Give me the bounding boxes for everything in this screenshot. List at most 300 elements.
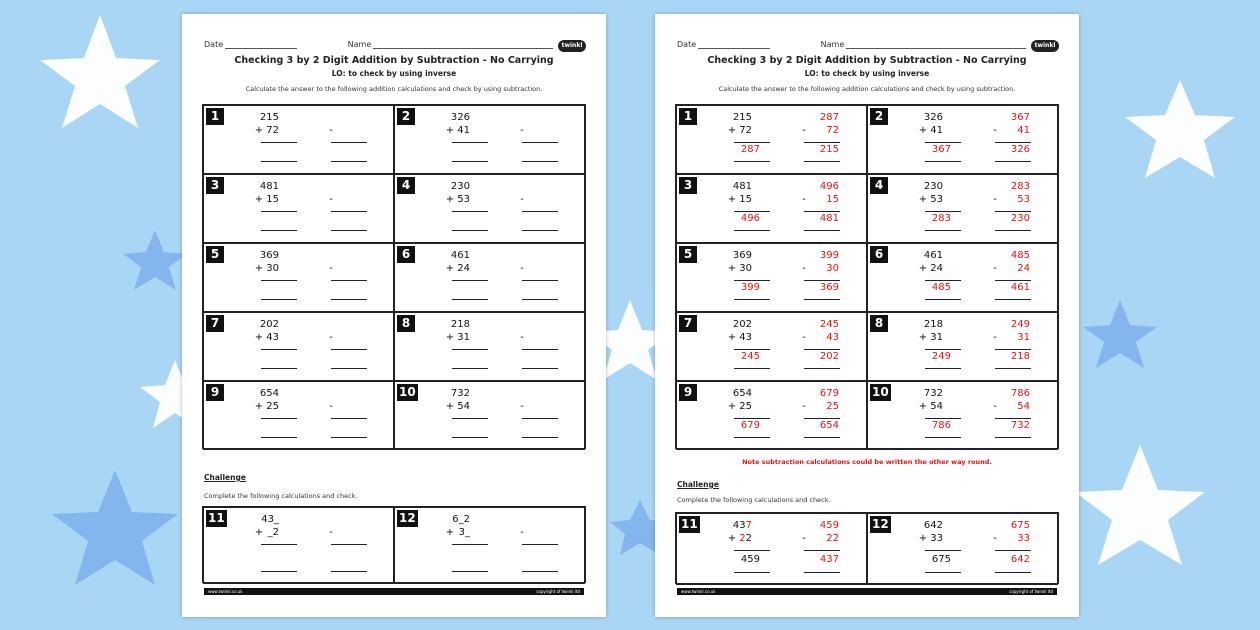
answer-line bbox=[452, 299, 488, 300]
check-subtrahend: 41 bbox=[1017, 125, 1030, 136]
answer-line bbox=[522, 161, 558, 162]
worksheet-title: Checking 3 by 2 Digit Addition by Subtraction - No Carrying bbox=[234, 55, 554, 66]
addend-bottom: 15 bbox=[266, 194, 279, 205]
problem-number: 11 bbox=[681, 517, 698, 531]
minus-sign: - bbox=[520, 332, 524, 343]
answer-line bbox=[804, 280, 840, 281]
plus-sign: + bbox=[727, 332, 737, 343]
answer-line bbox=[995, 161, 1031, 162]
answer-line bbox=[804, 572, 840, 573]
answer-line bbox=[522, 299, 558, 300]
problem-cell bbox=[676, 312, 867, 381]
minus-sign: - bbox=[993, 194, 997, 205]
answer-line bbox=[804, 550, 840, 551]
answer-line bbox=[331, 437, 367, 438]
worksheet-questions bbox=[182, 14, 606, 617]
answer-line bbox=[804, 211, 840, 212]
plus-sign: + bbox=[727, 194, 737, 205]
check-subtrahend: 24 bbox=[1017, 263, 1030, 274]
check-subtrahend: 31 bbox=[1017, 332, 1030, 343]
answer-line bbox=[925, 230, 961, 231]
sum-answer: 287 bbox=[740, 144, 760, 155]
addend-bottom: 72 bbox=[266, 125, 279, 136]
answer-line bbox=[522, 211, 558, 212]
name-label: Name bbox=[820, 40, 845, 49]
answer-line bbox=[734, 349, 770, 350]
answer-line bbox=[925, 211, 961, 212]
answer-line bbox=[995, 437, 1031, 438]
challenge-answer-grid bbox=[675, 512, 1059, 584]
check-minuend: 786 bbox=[1010, 388, 1030, 399]
answer-line bbox=[995, 280, 1031, 281]
answer-line bbox=[261, 349, 297, 350]
answer-line bbox=[995, 230, 1031, 231]
problem-cell bbox=[867, 312, 1058, 381]
difference-answer: 437 bbox=[819, 554, 839, 565]
check-subtrahend: 43 bbox=[826, 332, 839, 343]
problem-number: 9 bbox=[206, 384, 224, 401]
problem-cell bbox=[867, 513, 1058, 585]
addend-top: 732 bbox=[923, 388, 943, 399]
addend-top: 326 bbox=[450, 112, 470, 123]
addend-bottom: 15 bbox=[739, 194, 752, 205]
addend-top: 215 bbox=[732, 112, 752, 123]
answer-line bbox=[522, 349, 558, 350]
problem-cell bbox=[867, 174, 1058, 243]
answer-line bbox=[925, 437, 961, 438]
answer-line bbox=[331, 211, 367, 212]
problem-number: 6 bbox=[870, 246, 888, 263]
given-digits: 2 bbox=[745, 533, 752, 544]
plus-sign: + bbox=[254, 332, 264, 343]
minus-sign: - bbox=[802, 194, 806, 205]
answer-line bbox=[804, 437, 840, 438]
addend-top: 202 bbox=[732, 319, 752, 330]
plus-sign: + bbox=[445, 332, 455, 343]
addend-bottom: 30 bbox=[266, 263, 279, 274]
difference-answer: 215 bbox=[819, 144, 839, 155]
plus-sign: + bbox=[918, 263, 928, 274]
problem-number: 4 bbox=[397, 177, 415, 194]
learning-objective: LO: to check by using inverse bbox=[331, 69, 457, 78]
answer-line bbox=[452, 161, 488, 162]
answer-line bbox=[452, 368, 488, 369]
problem-cell bbox=[676, 243, 867, 312]
problem-number: 4 bbox=[870, 177, 888, 194]
answer-line bbox=[522, 437, 558, 438]
addend-top: 642 bbox=[923, 520, 943, 531]
answer-line bbox=[995, 211, 1031, 212]
addend-bottom: 72 bbox=[739, 125, 752, 136]
check-minuend: 249 bbox=[1010, 319, 1030, 330]
addend-bottom: 43 bbox=[739, 332, 752, 343]
footer-copyright: copyright of twinkl ltd bbox=[536, 589, 580, 594]
answer-line bbox=[522, 571, 558, 572]
addend-top: 326 bbox=[923, 112, 943, 123]
difference-answer: 202 bbox=[819, 351, 839, 362]
answer-line bbox=[804, 230, 840, 231]
answer-line bbox=[452, 230, 488, 231]
plus-sign: + bbox=[727, 263, 737, 274]
minus-sign: - bbox=[993, 533, 997, 544]
sum-answer: 679 bbox=[740, 420, 760, 431]
answer-line bbox=[261, 437, 297, 438]
star-icon bbox=[123, 230, 187, 290]
instructions: Calculate the answer to the following addition calculations and check by using subtraction. bbox=[245, 85, 543, 93]
sum-answer: 283 bbox=[931, 213, 951, 224]
plus-sign: + bbox=[254, 125, 264, 136]
answer-line bbox=[331, 280, 367, 281]
problem-cell bbox=[394, 312, 585, 381]
name-field[interactable] bbox=[846, 48, 1026, 49]
problem-cell bbox=[394, 105, 585, 174]
addend-top: 218 bbox=[923, 319, 943, 330]
check-minuend: 485 bbox=[1010, 250, 1030, 261]
check-subtrahend: 22 bbox=[826, 533, 839, 544]
check-minuend: 675 bbox=[1010, 520, 1030, 531]
challenge-heading: Challenge bbox=[677, 480, 719, 489]
problem-cell bbox=[676, 381, 867, 450]
addend-top: 369 bbox=[259, 250, 279, 261]
check-subtrahend: 54 bbox=[1017, 401, 1030, 412]
check-minuend: 399 bbox=[819, 250, 839, 261]
answer-line bbox=[522, 280, 558, 281]
addend-bottom: 24 bbox=[930, 263, 943, 274]
answer-line bbox=[452, 211, 488, 212]
problem-cell bbox=[203, 243, 394, 312]
plus-sign: + bbox=[445, 263, 455, 274]
learning-objective: LO: to check by using inverse bbox=[804, 69, 930, 78]
problem-cell bbox=[867, 243, 1058, 312]
missing-digit: 7 bbox=[745, 520, 752, 531]
minus-sign: - bbox=[993, 332, 997, 343]
minus-sign: - bbox=[802, 332, 806, 343]
plus-sign: + bbox=[727, 533, 737, 544]
answer-line bbox=[331, 368, 367, 369]
minus-sign: - bbox=[520, 194, 524, 205]
problem-number: 9 bbox=[679, 384, 697, 401]
answer-line bbox=[925, 572, 961, 573]
answer-line bbox=[522, 544, 558, 545]
minus-sign: - bbox=[802, 263, 806, 274]
problem-number: 1 bbox=[206, 108, 224, 125]
worksheet-answers bbox=[655, 14, 1079, 617]
check-subtrahend: 25 bbox=[826, 401, 839, 412]
star-icon bbox=[40, 15, 160, 128]
worksheet-title: Checking 3 by 2 Digit Addition by Subtraction - No Carrying bbox=[707, 55, 1027, 66]
plus-sign: + bbox=[727, 401, 737, 412]
problem-cell bbox=[867, 381, 1058, 450]
answer-line bbox=[331, 544, 367, 545]
check-minuend: 679 bbox=[819, 388, 839, 399]
problem-cell bbox=[394, 243, 585, 312]
answer-line bbox=[995, 349, 1031, 350]
minus-sign: - bbox=[520, 527, 524, 538]
answer-line bbox=[734, 211, 770, 212]
answer-line bbox=[331, 418, 367, 419]
answer-line bbox=[925, 142, 961, 143]
answer-line bbox=[522, 418, 558, 419]
minus-sign: - bbox=[802, 533, 806, 544]
minus-sign: - bbox=[329, 401, 333, 412]
problem-number: 10 bbox=[399, 385, 416, 399]
minus-sign: - bbox=[993, 125, 997, 136]
answer-line bbox=[452, 544, 488, 545]
answer-line bbox=[331, 161, 367, 162]
answer-line bbox=[995, 418, 1031, 419]
answer-line bbox=[734, 230, 770, 231]
answer-line bbox=[261, 299, 297, 300]
challenge-heading: Challenge bbox=[204, 473, 246, 482]
answer-line bbox=[734, 418, 770, 419]
check-subtrahend: 72 bbox=[826, 125, 839, 136]
problem-cell bbox=[203, 312, 394, 381]
problem-number: 5 bbox=[206, 246, 224, 263]
addend-bottom: 31 bbox=[930, 332, 943, 343]
problem-cell bbox=[676, 174, 867, 243]
footer-url: www.twinkl.co.uk bbox=[208, 589, 243, 594]
twinkl-logo: twinkl bbox=[1031, 40, 1059, 52]
answer-line bbox=[995, 299, 1031, 300]
sum-answer: 399 bbox=[740, 282, 760, 293]
sum-answer: 675 bbox=[931, 554, 951, 565]
plus-sign: + bbox=[445, 401, 455, 412]
minus-sign: - bbox=[329, 263, 333, 274]
answer-line bbox=[331, 142, 367, 143]
problem-cell bbox=[394, 174, 585, 243]
sum-answer: 485 bbox=[931, 282, 951, 293]
difference-answer: 230 bbox=[1010, 213, 1030, 224]
problem-grid bbox=[202, 104, 586, 449]
answer-line bbox=[925, 280, 961, 281]
plus-sign: + bbox=[918, 332, 928, 343]
problem-number: 8 bbox=[397, 315, 415, 332]
check-subtrahend: 15 bbox=[826, 194, 839, 205]
minus-sign: - bbox=[802, 125, 806, 136]
problem-number: 12 bbox=[872, 517, 889, 531]
addend-top: 6_2 bbox=[452, 514, 470, 525]
addend-top: 461 bbox=[923, 250, 943, 261]
plus-sign: + bbox=[727, 125, 737, 136]
answer-line bbox=[452, 571, 488, 572]
answer-line bbox=[331, 299, 367, 300]
answer-line bbox=[261, 211, 297, 212]
problem-cell bbox=[676, 513, 867, 585]
answer-line bbox=[925, 550, 961, 551]
header-fields bbox=[204, 40, 553, 49]
given-digits: 43 bbox=[732, 520, 746, 531]
problem-number: 12 bbox=[399, 511, 416, 525]
problem-cell bbox=[394, 381, 585, 450]
addend-bottom: 41 bbox=[930, 125, 943, 136]
answer-line bbox=[804, 418, 840, 419]
problem-number: 5 bbox=[679, 246, 697, 263]
answer-line bbox=[995, 368, 1031, 369]
check-subtrahend: 33 bbox=[1017, 533, 1030, 544]
addend-top: 43_ bbox=[261, 514, 279, 525]
answer-line bbox=[804, 349, 840, 350]
answer-line bbox=[331, 230, 367, 231]
answer-line bbox=[452, 437, 488, 438]
problem-number: 11 bbox=[208, 511, 225, 525]
difference-answer: 732 bbox=[1010, 420, 1030, 431]
check-minuend: 283 bbox=[1010, 181, 1030, 192]
answer-line bbox=[452, 349, 488, 350]
star-icon bbox=[52, 470, 178, 585]
addend-bottom: 54 bbox=[930, 401, 943, 412]
footer-bar bbox=[204, 588, 584, 595]
check-subtrahend: 30 bbox=[826, 263, 839, 274]
answer-line bbox=[925, 161, 961, 162]
footer-bar bbox=[677, 588, 1057, 595]
answer-line bbox=[261, 142, 297, 143]
minus-sign: - bbox=[520, 263, 524, 274]
check-minuend: 287 bbox=[819, 112, 839, 123]
addend-bottom: 3_ bbox=[458, 527, 470, 538]
answer-line bbox=[331, 571, 367, 572]
answer-line bbox=[522, 230, 558, 231]
answer-line bbox=[925, 299, 961, 300]
answer-line bbox=[452, 142, 488, 143]
answer-line bbox=[331, 349, 367, 350]
problem-number: 7 bbox=[679, 315, 697, 332]
addend-top bbox=[712, 520, 752, 531]
problem-number: 8 bbox=[870, 315, 888, 332]
minus-sign: - bbox=[329, 125, 333, 136]
answer-line bbox=[522, 368, 558, 369]
answer-line bbox=[261, 161, 297, 162]
answer-line bbox=[734, 280, 770, 281]
addend-bottom: 53 bbox=[930, 194, 943, 205]
minus-sign: - bbox=[329, 332, 333, 343]
minus-sign: - bbox=[329, 194, 333, 205]
difference-answer: 654 bbox=[819, 420, 839, 431]
problem-cell bbox=[203, 174, 394, 243]
footer-url: www.twinkl.co.uk bbox=[681, 589, 716, 594]
answer-line bbox=[925, 368, 961, 369]
problem-cell bbox=[394, 507, 585, 584]
plus-sign: + bbox=[445, 194, 455, 205]
addend-top: 732 bbox=[450, 388, 470, 399]
sum-answer: 459 bbox=[740, 554, 760, 565]
addend-top: 461 bbox=[450, 250, 470, 261]
answer-line bbox=[452, 418, 488, 419]
sum-answer: 786 bbox=[931, 420, 951, 431]
addend-bottom: 54 bbox=[457, 401, 470, 412]
answer-line bbox=[734, 299, 770, 300]
answer-line bbox=[925, 349, 961, 350]
difference-answer: 461 bbox=[1010, 282, 1030, 293]
check-minuend: 245 bbox=[819, 319, 839, 330]
instructions: Calculate the answer to the following addition calculations and check by using subtraction. bbox=[718, 85, 1016, 93]
difference-answer: 642 bbox=[1010, 554, 1030, 565]
problem-cell bbox=[676, 105, 867, 174]
sum-answer: 245 bbox=[740, 351, 760, 362]
star-icon bbox=[1075, 445, 1205, 565]
answer-grid bbox=[675, 104, 1059, 449]
answer-line bbox=[734, 142, 770, 143]
addend-top: 369 bbox=[732, 250, 752, 261]
problem-cell bbox=[203, 381, 394, 450]
answer-line bbox=[925, 418, 961, 419]
sum-answer: 496 bbox=[740, 213, 760, 224]
star-icon bbox=[1125, 80, 1235, 178]
problem-number: 7 bbox=[206, 315, 224, 332]
addend-bottom: 24 bbox=[457, 263, 470, 274]
answer-line bbox=[261, 544, 297, 545]
addend-top: 654 bbox=[732, 388, 752, 399]
addend-top: 230 bbox=[450, 181, 470, 192]
difference-answer: 218 bbox=[1010, 351, 1030, 362]
name-field[interactable] bbox=[373, 48, 553, 49]
addend-bottom: 31 bbox=[457, 332, 470, 343]
answer-line bbox=[804, 368, 840, 369]
check-minuend: 459 bbox=[819, 520, 839, 531]
addend-bottom: 41 bbox=[457, 125, 470, 136]
sum-answer: 249 bbox=[931, 351, 951, 362]
addend-bottom: 43 bbox=[266, 332, 279, 343]
addend-bottom: 53 bbox=[457, 194, 470, 205]
answer-line bbox=[522, 142, 558, 143]
answer-note: Note subtraction calculations could be written the other way round. bbox=[742, 458, 992, 466]
difference-answer: 369 bbox=[819, 282, 839, 293]
answer-line bbox=[804, 161, 840, 162]
check-minuend: 496 bbox=[819, 181, 839, 192]
problem-number: 6 bbox=[397, 246, 415, 263]
minus-sign: - bbox=[802, 401, 806, 412]
challenge-grid bbox=[202, 506, 586, 583]
name-label: Name bbox=[347, 40, 372, 49]
plus-sign: + bbox=[918, 533, 928, 544]
plus-sign: + bbox=[254, 263, 264, 274]
date-label: Date bbox=[204, 40, 224, 49]
addend-bottom: 25 bbox=[739, 401, 752, 412]
date-field[interactable] bbox=[225, 48, 297, 49]
minus-sign: - bbox=[993, 263, 997, 274]
problem-cell bbox=[867, 105, 1058, 174]
minus-sign: - bbox=[993, 401, 997, 412]
addend-top: 230 bbox=[923, 181, 943, 192]
problem-number: 10 bbox=[872, 385, 889, 399]
addend-bottom: 30 bbox=[739, 263, 752, 274]
answer-line bbox=[734, 550, 770, 551]
plus-sign: + bbox=[918, 125, 928, 136]
answer-line bbox=[995, 550, 1031, 551]
challenge-instruction: Complete the following calculations and check. bbox=[204, 492, 358, 500]
problem-number: 3 bbox=[206, 177, 224, 194]
answer-line bbox=[734, 161, 770, 162]
problem-cell bbox=[203, 105, 394, 174]
header-fields bbox=[677, 40, 1026, 49]
answer-line bbox=[261, 368, 297, 369]
star-icon bbox=[1083, 300, 1157, 368]
difference-answer: 481 bbox=[819, 213, 839, 224]
problem-number: 3 bbox=[679, 177, 697, 194]
answer-line bbox=[995, 142, 1031, 143]
minus-sign: - bbox=[520, 125, 524, 136]
missing-digit: 2 bbox=[739, 533, 746, 544]
addend-top: 218 bbox=[450, 319, 470, 330]
answer-line bbox=[261, 280, 297, 281]
addend-bottom: 33 bbox=[930, 533, 943, 544]
sum-answer: 367 bbox=[931, 144, 951, 155]
date-field[interactable] bbox=[698, 48, 770, 49]
plus-sign: + bbox=[918, 401, 928, 412]
minus-sign: - bbox=[329, 527, 333, 538]
answer-line bbox=[261, 418, 297, 419]
challenge-instruction: Complete the following calculations and check. bbox=[677, 496, 831, 504]
addend-top: 481 bbox=[259, 181, 279, 192]
